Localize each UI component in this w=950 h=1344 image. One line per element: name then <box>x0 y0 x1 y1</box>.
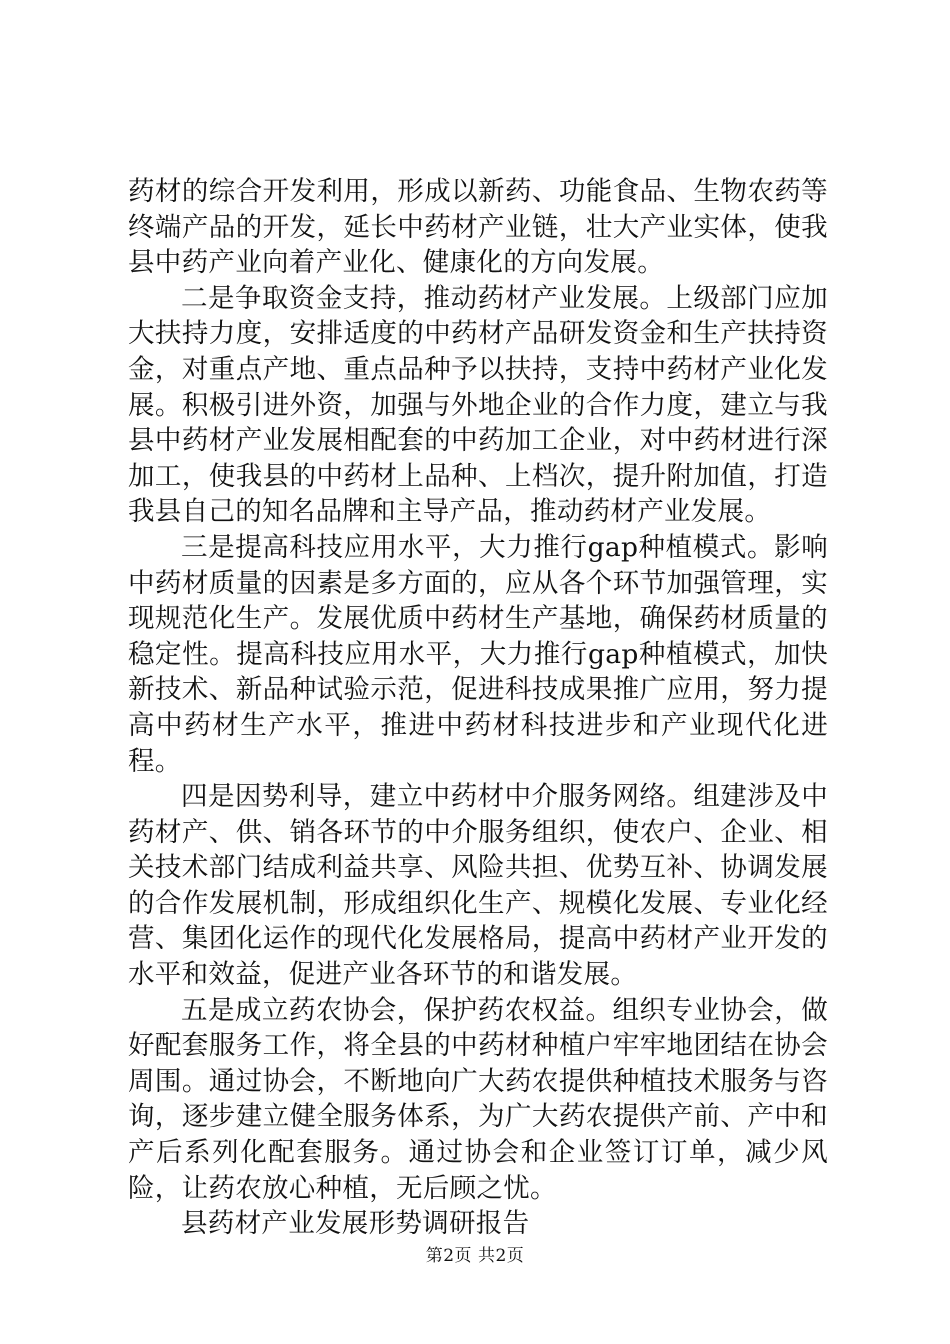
paragraph-farmers-association: 五是成立药农协会，保护药农权益。组织专业协会，做好配套服务工作，将全县的中药材种植户牢牢地团结在协会周围。通过协会，不断地向广大药农提供种植技术服务与咨询，逐步建立健全服务体系，为广大药农提供产前、产中和产后系列化配套服务。通过协会和企业签订订单，减少风险，让药农放心种植，无后顾之忧。 <box>128 994 828 1204</box>
paragraph-service-network: 四是因势利导，建立中药材中介服务网络。组建涉及中药材产、供、销各环节的中介服务组织，使农户、企业、相关技术部门结成利益共享、风险共担、优势互补、协调发展的合作发展机制，形成组织化生产、规模化发展、专业化经营、集团化运作的现代化发展格局，提高中药材产业开发的水平和效益，促进产业各环节的和谐发展。 <box>128 781 828 991</box>
paragraph-technology-gap: 三是提高科技应用水平，大力推行gap种植模式。影响中药材质量的因素是多方面的，应从各个环节加强管理，实现规范化生产。发展优质中药材生产基地，确保药材质量的稳定性。提高科技应用水平，大力推行gap种植模式，加快新技术、新品种试验示范，促进科技成果推广应用，努力提高中药材生产水平，推进中药材科技进步和产业现代化进程。 <box>128 531 828 777</box>
page-number-footer: 第2页 共2页 <box>425 1246 525 1266</box>
document-body <box>128 174 828 1242</box>
paragraph-continuation: 药材的综合开发利用，形成以新药、功能食品、生物农药等终端产品的开发，延长中药材产业链，壮大产业实体，使我县中药产业向着产业化、健康化的方向发展。 <box>128 176 828 279</box>
report-title-line: 县药材产业发展形势调研报告 <box>181 1208 530 1240</box>
paragraph-funding-support: 二是争取资金支持，推动药材产业发展。上级部门应加大扶持力度，安排适度的中药材产品研发资金和生产扶持资金，对重点产地、重点品种予以扶持，支持中药材产业化发展。积极引进外资，加强与外地企业的合作力度，建立与我县中药材产业发展相配套的中药加工企业，对中药材进行深加工，使我县的中药材上品种、上档次，提升附加值，打造我县自己的知名品牌和主导产品，推动药材产业发展。 <box>128 282 828 528</box>
